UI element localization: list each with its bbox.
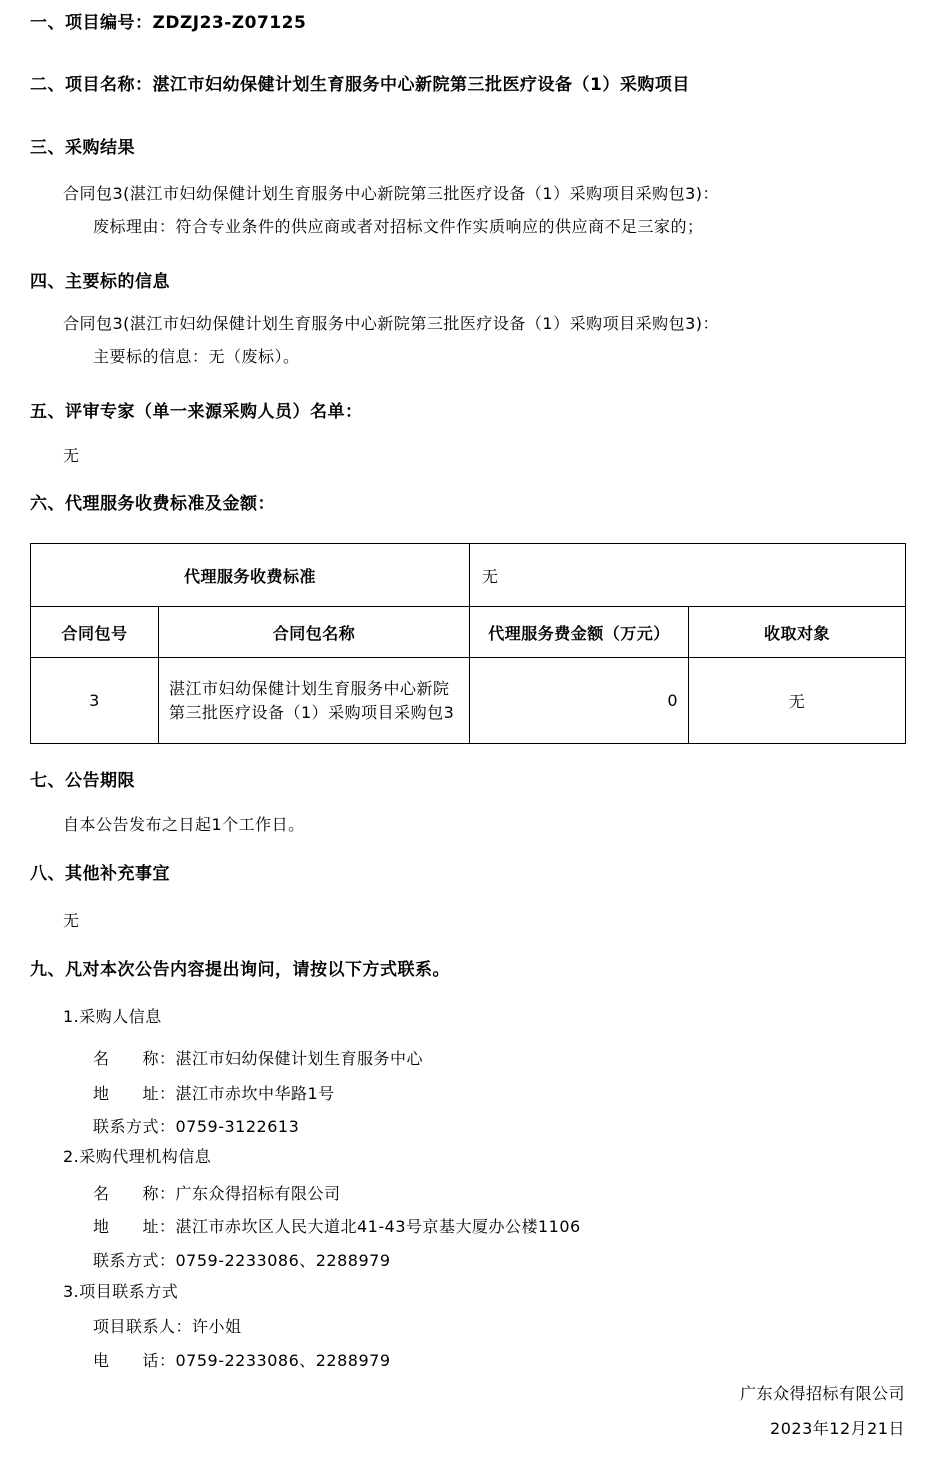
project-name-heading: 二、项目名称：湛江市妇幼保健计划生育服务中心新院第三批医疗设备（1）采购项目 bbox=[30, 75, 690, 95]
agency-address-line: 地 址：湛江市赤坎区人民大道北41-43号京基大厦办公楼1106 bbox=[93, 1217, 581, 1236]
main-subject-detail-line: 主要标的信息：无（废标）。 bbox=[93, 347, 300, 366]
announcement-period-text: 自本公告发布之日起1个工作日。 bbox=[63, 815, 305, 834]
subject-contract-package-line: 合同包3(湛江市妇幼保健计划生育服务中心新院第三批医疗设备（1）采购项目采购包3)： bbox=[63, 314, 720, 333]
agency-fee-heading: 六、代理服务收费标准及金额： bbox=[30, 494, 275, 514]
purchaser-name-line: 名 称：湛江市妇幼保健计划生育服务中心 bbox=[93, 1049, 424, 1068]
agency-name-line: 名 称：广东众得招标有限公司 bbox=[93, 1184, 341, 1203]
fee-standard-value-cell: 无 bbox=[470, 544, 906, 607]
footer-company: 广东众得招标有限公司 bbox=[739, 1384, 905, 1403]
fee-table-header-row bbox=[31, 607, 906, 658]
purchaser-address-line: 地 址：湛江市赤坎中华路1号 bbox=[93, 1084, 335, 1103]
cell-package-no: 3 bbox=[31, 658, 159, 744]
project-contact-title: 3.项目联系方式 bbox=[63, 1282, 179, 1301]
fee-standard-label-cell: 代理服务收费标准 bbox=[31, 544, 470, 607]
project-contact-phone-line: 电 话：0759-2233086、2288979 bbox=[93, 1351, 391, 1370]
purchaser-info-title: 1.采购人信息 bbox=[63, 1007, 162, 1026]
other-matters-heading: 八、其他补充事宜 bbox=[30, 864, 170, 884]
header-package-no: 合同包号 bbox=[31, 607, 159, 658]
project-number-heading: 一、项目编号：ZDZJ23-Z07125 bbox=[30, 13, 307, 33]
result-contract-package-line: 合同包3(湛江市妇幼保健计划生育服务中心新院第三批医疗设备（1）采购项目采购包3)： bbox=[63, 184, 720, 203]
cell-fee-amount: 0 bbox=[470, 658, 689, 744]
cell-fee-payer: 无 bbox=[689, 658, 906, 744]
announcement-period-heading: 七、公告期限 bbox=[30, 771, 135, 791]
other-matters-value: 无 bbox=[63, 911, 80, 930]
review-experts-heading: 五、评审专家（单一来源采购人员）名单： bbox=[30, 402, 363, 422]
contact-info-heading: 九、凡对本次公告内容提出询问，请按以下方式联系。 bbox=[30, 960, 450, 980]
header-fee-amount: 代理服务费金额（万元） bbox=[470, 607, 689, 658]
cell-package-name: 湛江市妇幼保健计划生育服务中心新院第三批医疗设备（1）采购项目采购包3 bbox=[159, 658, 470, 744]
footer-date: 2023年12月21日 bbox=[770, 1419, 905, 1438]
header-package-name: 合同包名称 bbox=[159, 607, 470, 658]
invalid-bid-reason-line: 废标理由：符合专业条件的供应商或者对招标文件作实质响应的供应商不足三家的； bbox=[93, 217, 704, 236]
agency-fee-table bbox=[30, 543, 906, 744]
fee-table-data-row bbox=[31, 658, 906, 744]
fee-standard-row bbox=[31, 544, 906, 607]
header-fee-payer: 收取对象 bbox=[689, 607, 906, 658]
project-contact-person-line: 项目联系人：许小姐 bbox=[93, 1317, 242, 1336]
main-subject-info-heading: 四、主要标的信息 bbox=[30, 272, 170, 292]
agency-info-title: 2.采购代理机构信息 bbox=[63, 1147, 212, 1166]
purchaser-contact-line: 联系方式：0759-3122613 bbox=[93, 1117, 300, 1136]
review-experts-value: 无 bbox=[63, 446, 80, 465]
agency-contact-line: 联系方式：0759-2233086、2288979 bbox=[93, 1251, 391, 1270]
procurement-result-heading: 三、采购结果 bbox=[30, 138, 135, 158]
